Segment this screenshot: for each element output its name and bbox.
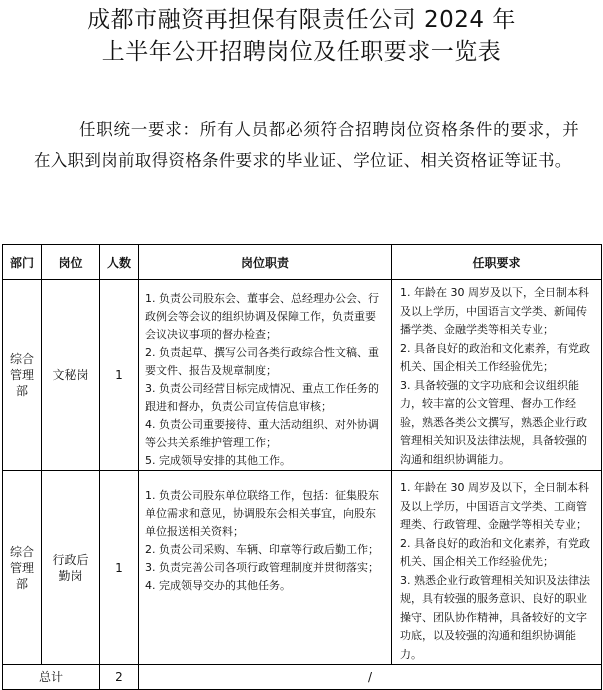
list-item: 1. 年龄在 30 周岁及以下，全日制本科及以上学历，中国语言文学类、工商管理类、行政管理、金融学等相关专业； [400,481,589,531]
list-item: 3. 熟悉企业行政管理相关知识及法律法规，具有较强的服务意识、良好的职业操守、团队协作精神，具备较好的文字功底，以及较强的沟通和组织协调能力。 [400,573,590,661]
list-item: 1. 负责公司股东会、董事会、总经理办公会、行政例会等会议的组织协调及保障工作，负责重要会议决议事项的督办检查； [145,292,379,341]
table-row [3,471,602,665]
row-duties [139,471,392,665]
total-slash: / [139,665,602,690]
row-count: 1 [100,471,139,665]
table-row [3,280,602,471]
row-position: 文秘岗 [42,280,100,471]
row-dept: 综合管理部 [3,280,42,471]
list-item: 1. 负责公司股东单位联络工作，包括：征集股东单位需求和意见，协调股东会相关事宜，向股东单位报送相关资料； [145,489,379,538]
list-item: 2. 具备良好的政治和文化素养，有党政机关、国企相关工作经验优先； [400,536,590,568]
list-item: 3. 负责公司经营目标完成情况、重点工作任务的跟进和督办，负责公司宣传信息审核； [145,382,379,413]
list-item: 2. 负责公司采购、车辆、印章等行政后勤工作； [145,543,379,556]
title-line-2: 上半年公开招聘岗位及任职要求一览表 [101,39,502,65]
row-count: 1 [100,280,139,471]
list-item: 2. 负责起草、撰写公司各类行政综合性文稿、重要文件、报告及规章制度； [145,346,379,377]
total-row [3,665,602,690]
row-requirements [392,280,602,471]
list-item: 4. 完成领导交办的其他任务。 [145,579,291,592]
row-dept: 综合管理部 [3,471,42,665]
list-item: 3. 负责完善公司各项行政管理制度并贯彻落实； [145,561,379,574]
list-item: 3. 具备较强的文字功底和会议组织能力，较丰富的公文管理、督办工作经验，熟悉各类公文撰写，熟悉企业行政管理相关知识及法律法规，具备较强的沟通和组织协调能力。 [400,378,587,466]
total-label: 总计 [3,665,100,690]
title-line-1: 成都市融资再担保有限责任公司 2024 年 [87,7,516,33]
document-title [0,4,603,68]
header-position: 岗位 [42,245,100,280]
header-count: 人数 [100,245,139,280]
header-duties: 岗位职责 [139,245,392,280]
row-duties [139,280,392,471]
row-position: 行政后勤岗 [42,471,100,665]
list-item: 2. 具备良好的政治和文化素养，有党政机关、国企相关工作经验优先； [400,341,590,373]
header-dept: 部门 [3,245,42,280]
table-header-row [3,245,602,280]
positions-table [2,244,602,690]
row-requirements [392,471,602,665]
list-item: 1. 年龄在 30 周岁及以下，全日制本科及以上学历，中国语言文学类、新闻传播学类、金融学类等相关专业； [400,286,589,336]
list-item: 5. 完成领导安排的其他工作。 [145,454,291,467]
general-requirement: 任职统一要求：所有人员都必须符合招聘岗位资格条件的要求，并在入职到岗前取得资格条件要求的毕业证、学位证、相关资格证等证书。 [34,120,579,170]
total-count: 2 [100,665,139,690]
header-requirements: 任职要求 [392,245,602,280]
list-item: 4. 负责公司重要接待、重大活动组织、对外协调等公共关系维护管理工作； [145,418,379,449]
